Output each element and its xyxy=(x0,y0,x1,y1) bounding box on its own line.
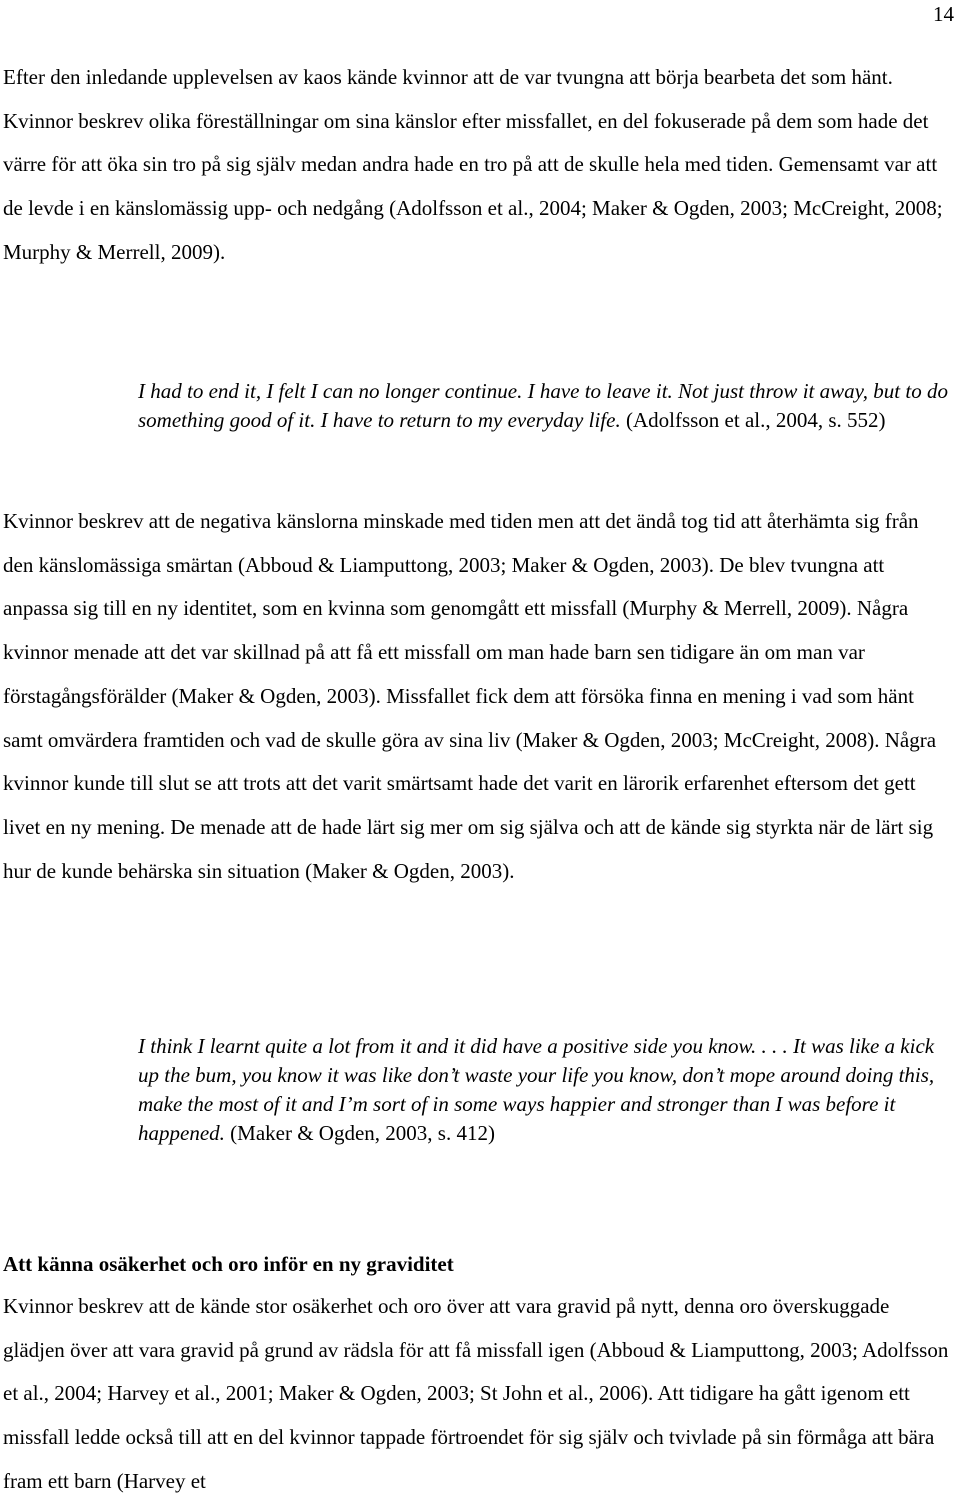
quote-text: I think I learnt quite a lot from it and it did have a positive side you know. . . . It was like a kick up the bum, you know it was like don’t waste your life you know, don’t mope around doing this, make the most of it and I’m sort of in some ways happier and stronger than I was before it happened. xyxy=(138,1034,935,1145)
page-number: 14 xyxy=(933,2,954,26)
block-quote-adolfsson xyxy=(138,377,954,435)
paragraph-uncertainty: Kvinnor beskrev att de kände stor osäkerhet och oro över att vara gravid på nytt, denna oro överskuggade glädjen över att vara gravid på grund av rädsla för att få missfall igen (Abboud & Liamputtong, 2003; Adolfsson et al., 2004; Harvey et al., 2001; Maker & Ogden, 2003; St John et al., 2006). Att tidigare ha gått igenom ett missfall ledde också till att en del kvinnor tappade förtroendet för sig själv och tvivlade på sin förmåga att bära fram ett barn (Harvey et xyxy=(3,1294,949,1493)
quote-text: I had to end it, I felt I can no longer continue. I have to leave it. Not just throw it away, but to do something good of it. I have to return to my everyday life. xyxy=(138,379,948,432)
quote-citation: (Maker & Ogden, 2003, s. 412) xyxy=(230,1121,495,1145)
section-heading: Att känna osäkerhet och oro inför en ny graviditet xyxy=(3,1252,454,1276)
paragraph-recovery: Kvinnor beskrev att de negativa känslorna minskade med tiden men att det ändå tog tid att återhämta sig från den känslomässiga smärtan (Abboud & Liamputtong, 2003; Maker & Ogden, 2003). De blev tvungna att anpassa sig till en ny identitet, som en kvinna som genomgått ett missfall (Murphy & Merrell, 2009). Några kvinnor menade att det var skillnad på att få ett missfall om man hade barn sen tidigare än om man var förstagångsförälder (Maker & Ogden, 2003). Missfallet fick dem att försöka finna en mening i vad som hänt samt omvärdera framtiden och vad de skulle göra av sina liv (Maker & Ogden, 2003; McCreight, 2008). Några kvinnor kunde till slut se att trots att det varit smärtsamt hade det varit en lärorik erfarenhet eftersom det gett livet en ny mening. De menade att de hade lärt sig mer om sig själva och att de kände sig styrkta när de lärt sig hur de kunde behärska sin situation (Maker & Ogden, 2003). xyxy=(3,509,937,883)
quote-citation: (Adolfsson et al., 2004, s. 552) xyxy=(625,408,886,432)
paragraph-coping: Efter den inledande upplevelsen av kaos kände kvinnor att de var tvungna att börja bearbeta det som hänt. Kvinnor beskrev olika föreställningar om sina känslor efter missfallet, en del fokuserade på dem som hade det värre för att öka sin tro på sig själv medan andra hade en tro på att de skulle hela med tiden. Gemensamt var att de levde i en känslomässig upp- och nedgång (Adolfsson et al., 2004; Maker & Ogden, 2003; McCreight, 2008; Murphy & Merrell, 2009). xyxy=(3,65,943,264)
block-quote-maker-ogden xyxy=(138,1032,954,1148)
